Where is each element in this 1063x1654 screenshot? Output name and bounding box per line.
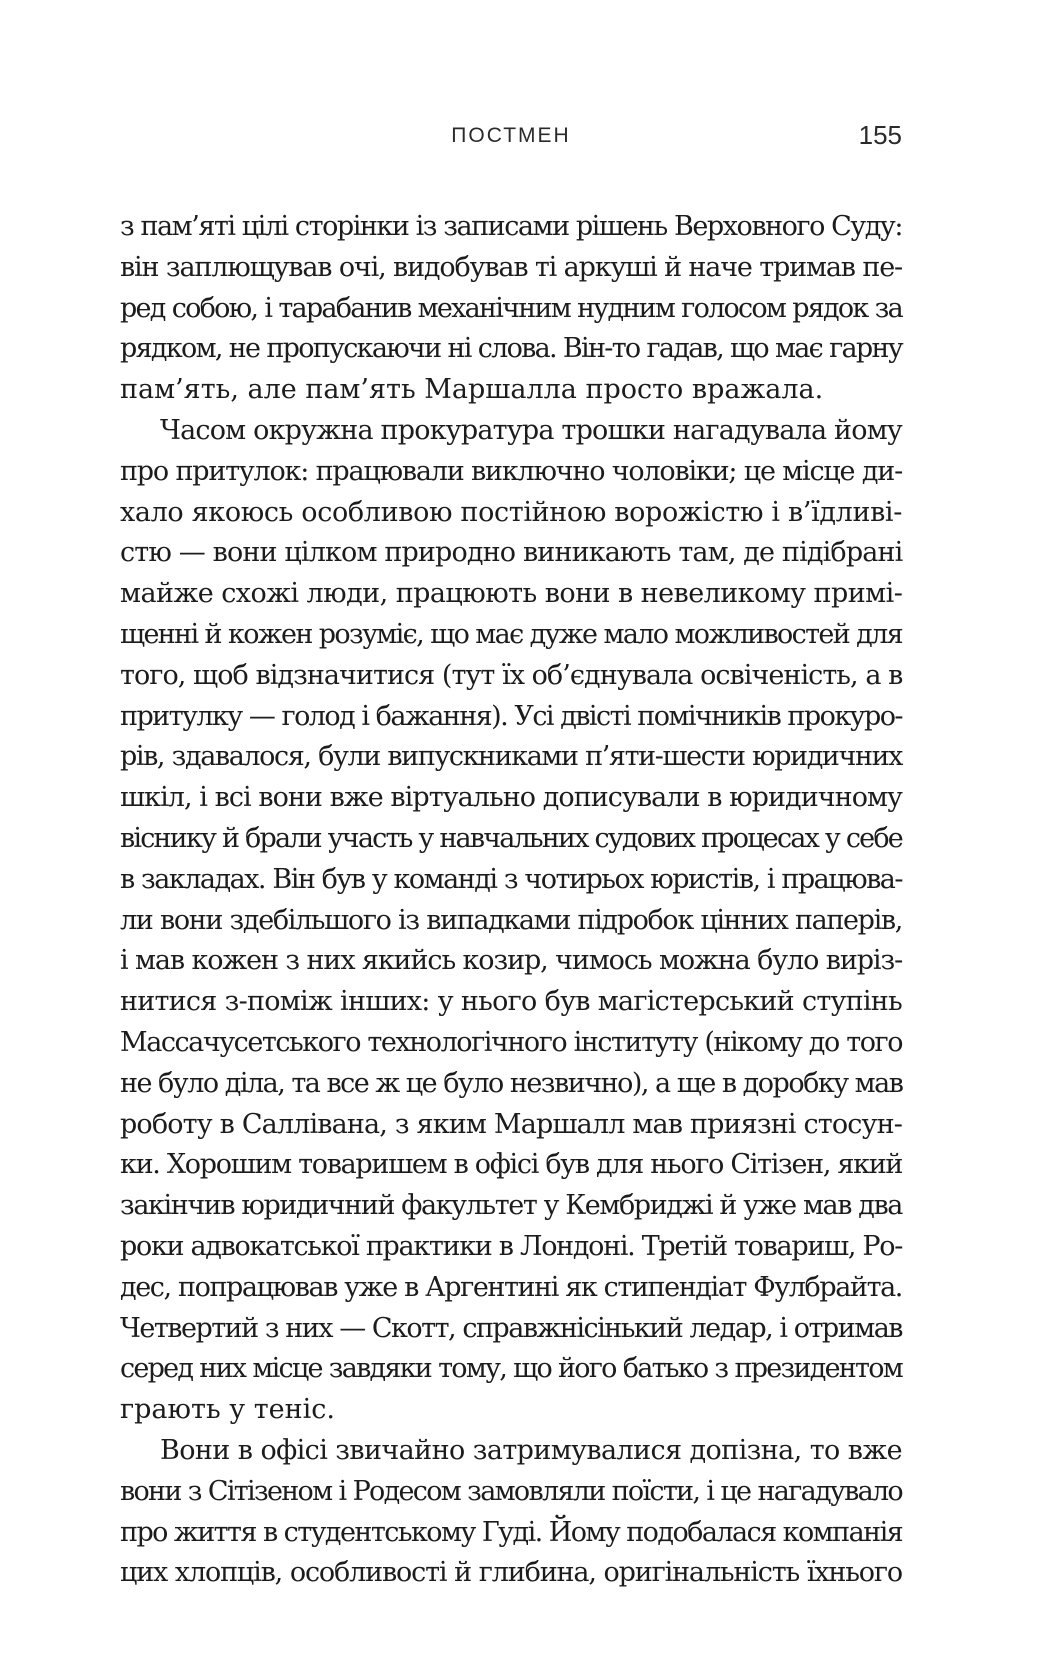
text-line: хало якоюсь особливою постійною ворожістю і в’їдливі-	[120, 496, 902, 528]
text-line: і мав кожен з них якийсь козир, чимось можна було виріз-	[120, 945, 903, 977]
text-line: щенні й кожен розуміє, що має дуже мало можливостей для	[120, 618, 902, 650]
text-line: роботу в Саллівана, з яким Маршалл мав приязні стосун-	[120, 1108, 902, 1140]
text-line: вони з Сітізеном і Родесом замовляли поїсти, і це нагадувало	[120, 1475, 902, 1507]
text-line: про життя в студентському Гуді. Йому подобалася компанія	[120, 1516, 903, 1548]
text-line: майже схожі люди, працюють вони в невеликому примі-	[120, 578, 903, 610]
page-number: 155	[858, 120, 902, 150]
text-line: рів, здавалося, були випускниками п’яти-шести юридичних	[120, 741, 902, 773]
text-line: притулку — голод і бажання). Усі двісті помічників прокуро-	[120, 700, 902, 732]
text-line: з пам’яті цілі сторінки із записами рішень Верховного Суду:	[120, 211, 902, 242]
text-line: рядком, не пропускаючи ні слова. Він-то гадав, що має гарну	[120, 333, 902, 365]
text-line: Массачусетського технологічного інституту (нікому до того	[120, 1026, 902, 1058]
text-line: того, щоб відзначитися (тут їх об’єднувала освіченість, а в	[120, 659, 903, 691]
text-line: грають у теніс.	[120, 1394, 335, 1426]
running-title: ПОСТМЕН	[451, 124, 571, 147]
text-line: стю — вони цілком природно виникають там, де підібрані	[120, 537, 903, 569]
text-line: він заплющував очі, видобував ті аркуші й наче тримав пе-	[120, 251, 902, 283]
text-line: не було діла, та все ж це було незвично), а ще в доробку мав	[120, 1067, 903, 1099]
body-text	[120, 207, 902, 1594]
text-line: шкіл, і всі вони вже віртуально дописували в юридичному	[120, 782, 902, 814]
text-line: нитися з-поміж інших: у нього був магістерський ступінь	[120, 986, 902, 1018]
text-line: про притулок: працювали виключно чоловіки; це місце ди-	[120, 455, 902, 487]
text-line: віснику й брали участь у навчальних судових процесах у себе	[120, 822, 902, 854]
text-line: ки. Хорошим товаришем в офісі був для нього Сітізен, який	[120, 1149, 903, 1181]
text-line: Часом окружна прокуратура трошки нагадувала йому	[160, 414, 902, 446]
text-line: роки адвокатської практики в Лондоні. Третій товариш, Ро-	[120, 1230, 903, 1262]
text-line: дес, попрацював уже в Аргентині як стипендіат Фулбрайта.	[120, 1271, 902, 1303]
text-line: пам’ять, але пам’ять Маршалла просто вражала.	[120, 374, 824, 406]
text-line: цих хлопців, особливості й глибина, оригінальність їхнього	[120, 1557, 902, 1589]
text-line: ли вони здебільшого із випадками підробок цінних паперів,	[120, 904, 902, 936]
text-line: серед них місце завдяки тому, що його батько з президентом	[120, 1353, 902, 1385]
text-line: Вони в офісі звичайно затримувалися допізна, то вже	[160, 1434, 902, 1466]
running-head	[120, 118, 902, 158]
text-line: закінчив юридичний факультет у Кембриджі й уже мав два	[120, 1190, 902, 1222]
text-line: Четвертий з них — Скотт, справжнісінький ледар, і отримав	[120, 1312, 902, 1344]
text-line: ред собою, і тарабанив механічним нудним голосом рядок за	[120, 292, 902, 324]
text-line: в закладах. Він був у команді з чотирьох юристів, і працюва-	[120, 863, 902, 895]
